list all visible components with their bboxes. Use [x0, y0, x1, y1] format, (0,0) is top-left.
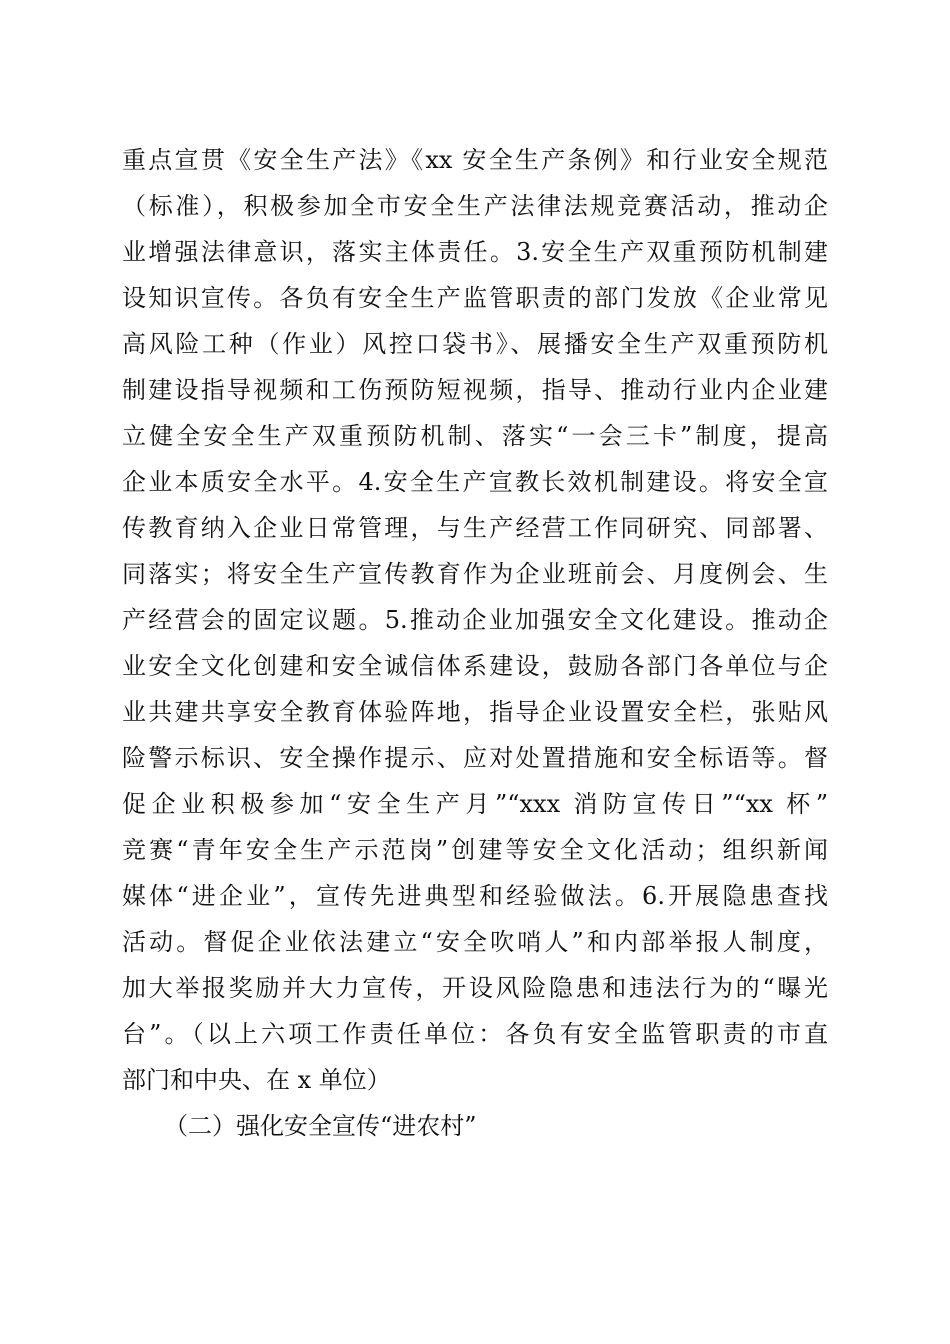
body-line-20: 台”。（以上六项工作责任单位：各负有安全监管职责的市直	[122, 1020, 828, 1048]
body-line-17: 媒体“进企业”，宣传先进典型和经验做法。6.开展隐患查找	[122, 882, 828, 910]
body-line-18: 活动。督促企业依法建立“安全吹哨人”和内部举报人制度，	[122, 928, 828, 956]
body-line-3: 业增强法律意识，落实主体责任。3.安全生产双重预防机制建	[122, 238, 828, 266]
body-line-10: 同落实；将安全生产宣传教育作为企业班前会、月度例会、生	[122, 560, 828, 588]
body-line-21: 部门和中央、在 x 单位）	[122, 1066, 391, 1094]
body-line-11: 产经营会的固定议题。5.推动企业加强安全文化建设。推动企	[122, 606, 828, 634]
section-heading: （二）强化安全宣传“进农村”	[164, 1112, 477, 1140]
body-line-5: 高风险工种（作业）风控口袋书》、展播安全生产双重预防机	[122, 330, 828, 358]
body-line-13: 业共建共享安全教育体验阵地，指导企业设置安全栏，张贴风	[122, 698, 828, 726]
body-line-6: 制建设指导视频和工伤预防短视频，指导、推动行业内企业建	[122, 376, 828, 404]
body-line-8: 企业本质安全水平。4.安全生产宣教长效机制建设。将安全宣	[122, 468, 828, 496]
body-line-9: 传教育纳入企业日常管理，与生产经营工作同研究、同部署、	[122, 514, 828, 542]
body-line-14: 险警示标识、安全操作提示、应对处置措施和安全标语等。督	[122, 744, 828, 772]
body-line-7: 立健全安全生产双重预防机制、落实“一会三卡”制度，提高	[122, 422, 828, 450]
body-line-15: 促企业积极参加“安全生产月”“xxx 消防宣传日”“xx 杯”	[122, 790, 828, 818]
body-line-12: 业安全文化创建和安全诚信体系建设，鼓励各部门各单位与企	[122, 652, 828, 680]
body-line-1: 重点宣贯《安全生产法》《xx 安全生产条例》和行业安全规范	[122, 146, 828, 174]
body-line-4: 设知识宣传。各负有安全生产监管职责的部门发放《企业常见	[122, 284, 828, 312]
body-line-2: （标准），积极参加全市安全生产法律法规竞赛活动，推动企	[122, 192, 828, 220]
body-line-16: 竞赛“青年安全生产示范岗”创建等安全文化活动；组织新闻	[122, 836, 828, 864]
body-line-19: 加大举报奖励并大力宣传，开设风险隐患和违法行为的“曝光	[122, 974, 828, 1002]
